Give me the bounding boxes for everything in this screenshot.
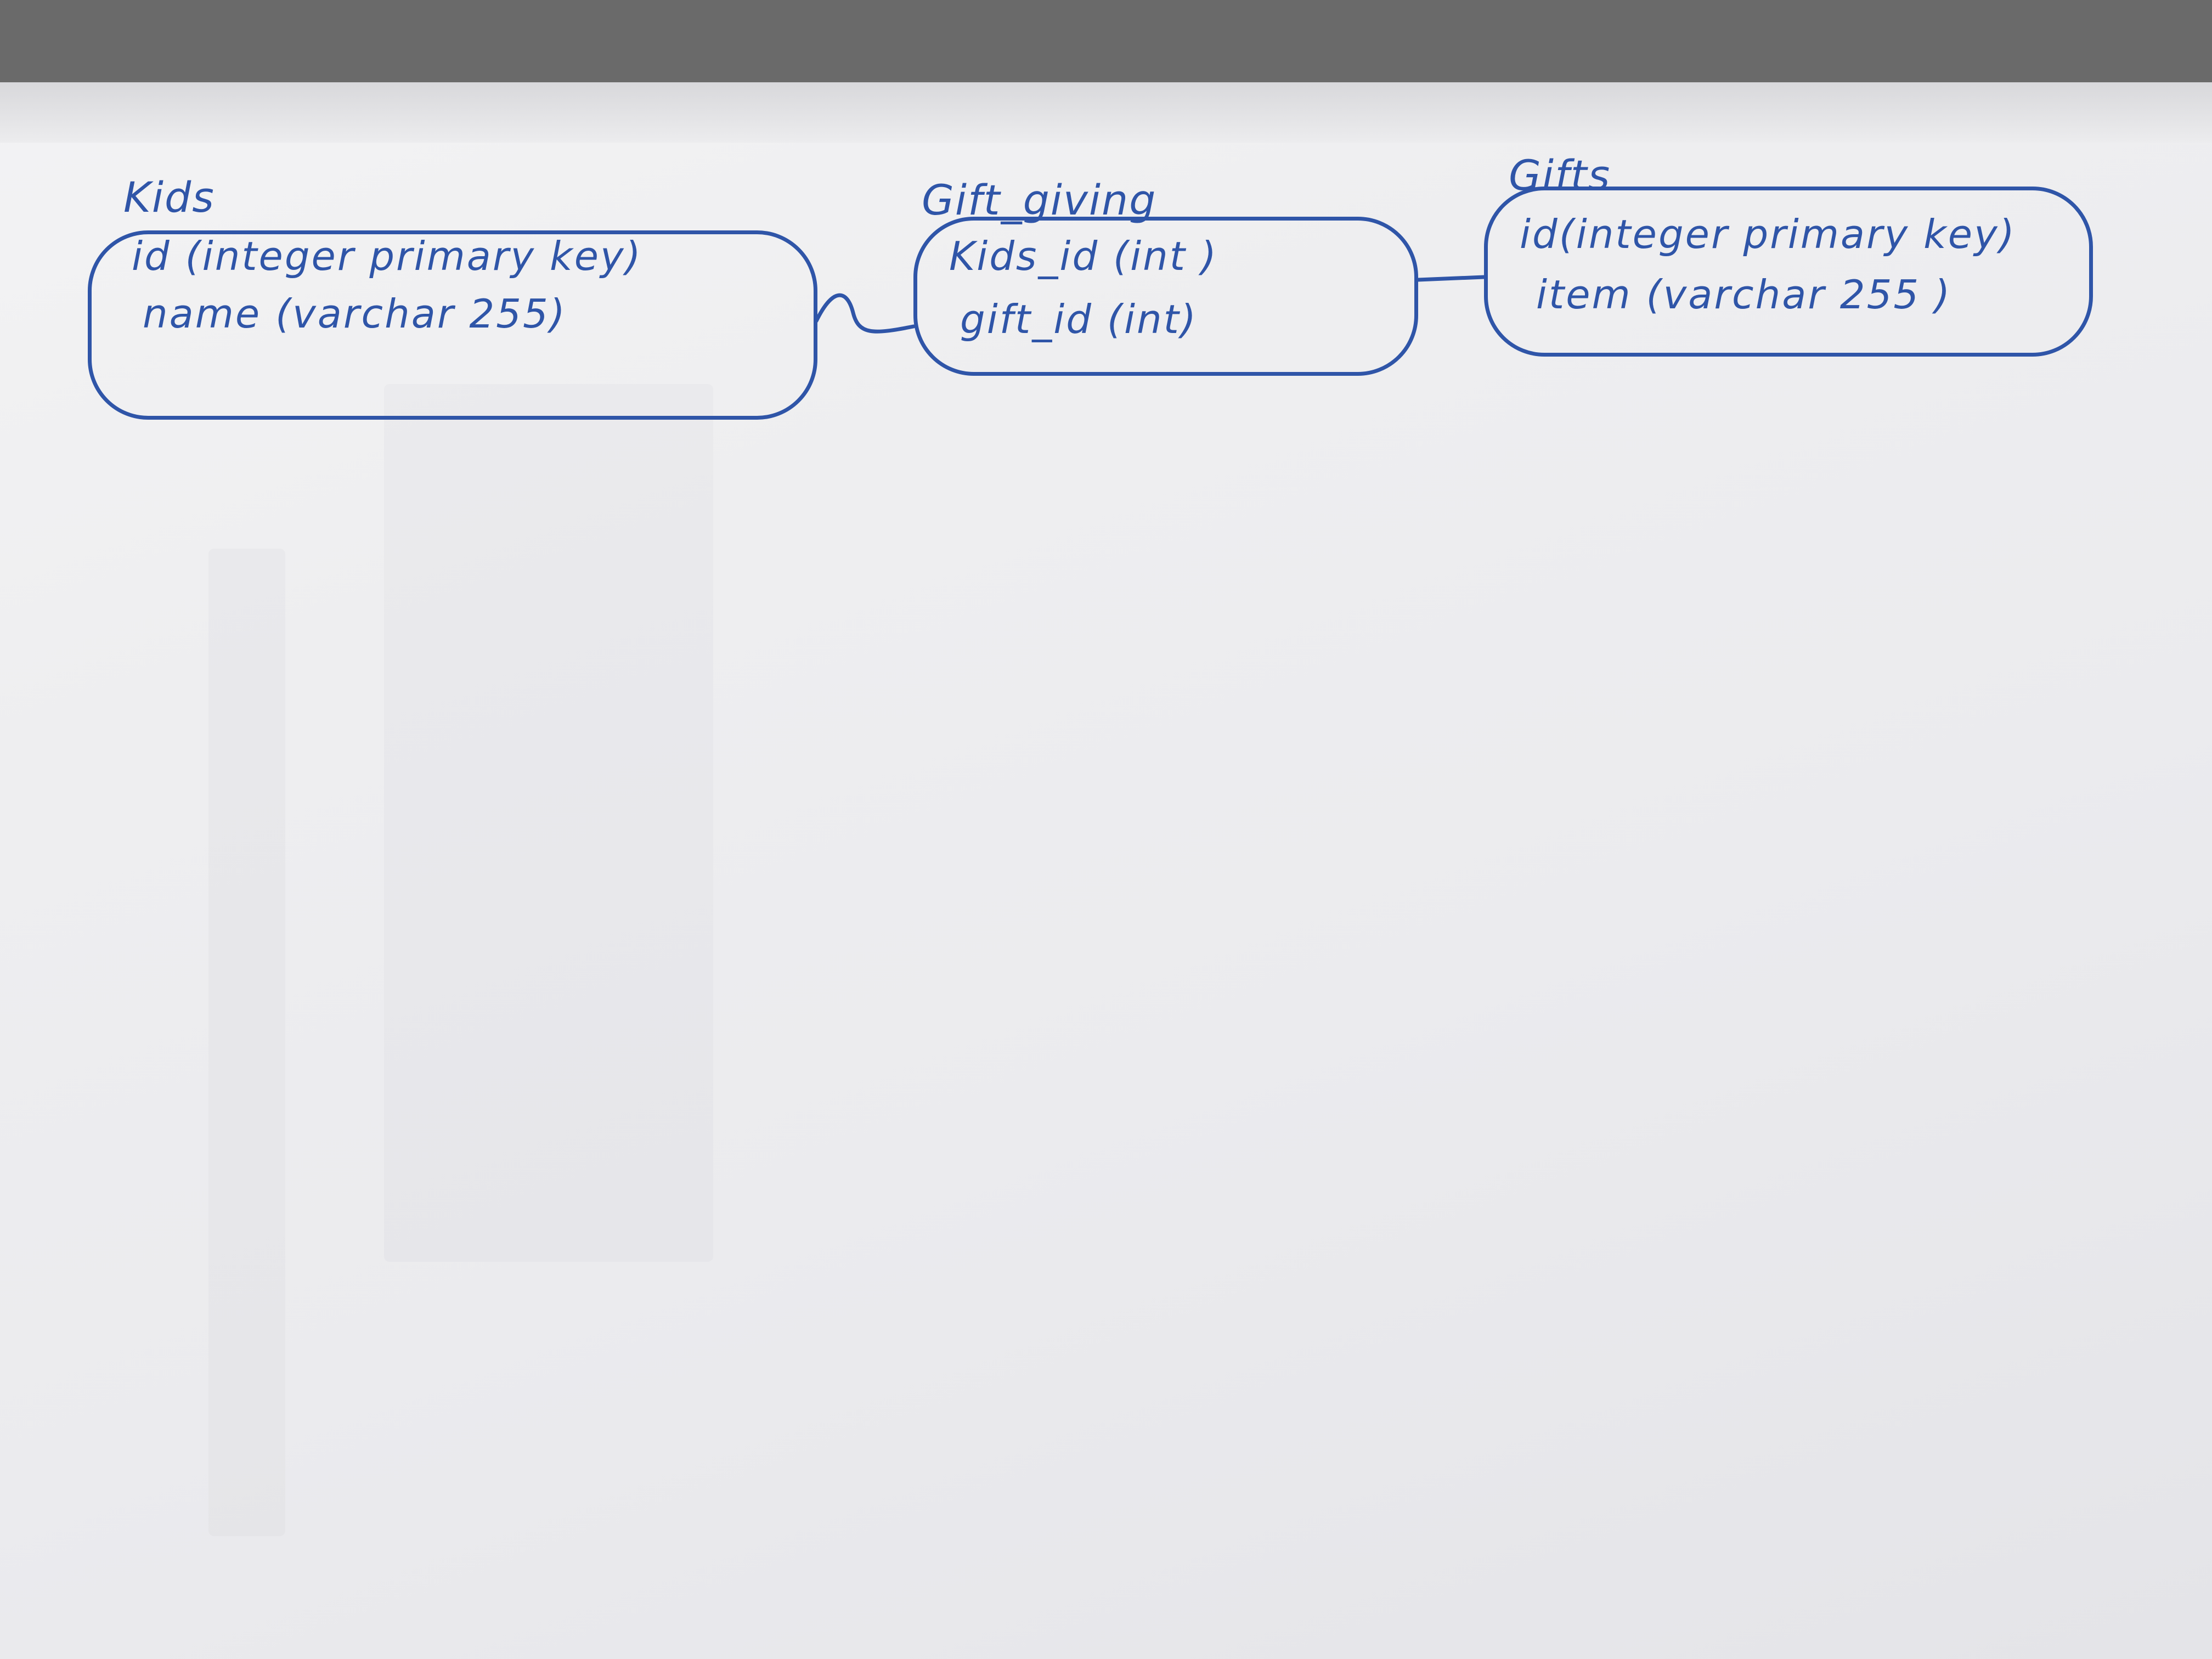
field-gift-giving-gift-id: gift_id (int) [960, 296, 1198, 342]
table-title-gifts: Gifts [1509, 151, 1611, 200]
field-kids-name: name (varchar 255) [143, 291, 567, 337]
field-kids-id: id (integer primary key) [132, 233, 642, 279]
table-title-gift-giving: Gift_giving [922, 176, 1157, 224]
paper-top-edge [0, 82, 2212, 143]
bleed-through-texture [384, 384, 713, 1262]
field-gift-giving-kids-id: Kids_id (int ) [949, 233, 1218, 279]
field-gifts-id: id(integer primary key) [1520, 211, 2016, 257]
field-gifts-item: item (varchar 255 ) [1536, 272, 1952, 318]
table-title-kids: Kids [123, 173, 215, 222]
bleed-through-texture [208, 549, 285, 1536]
